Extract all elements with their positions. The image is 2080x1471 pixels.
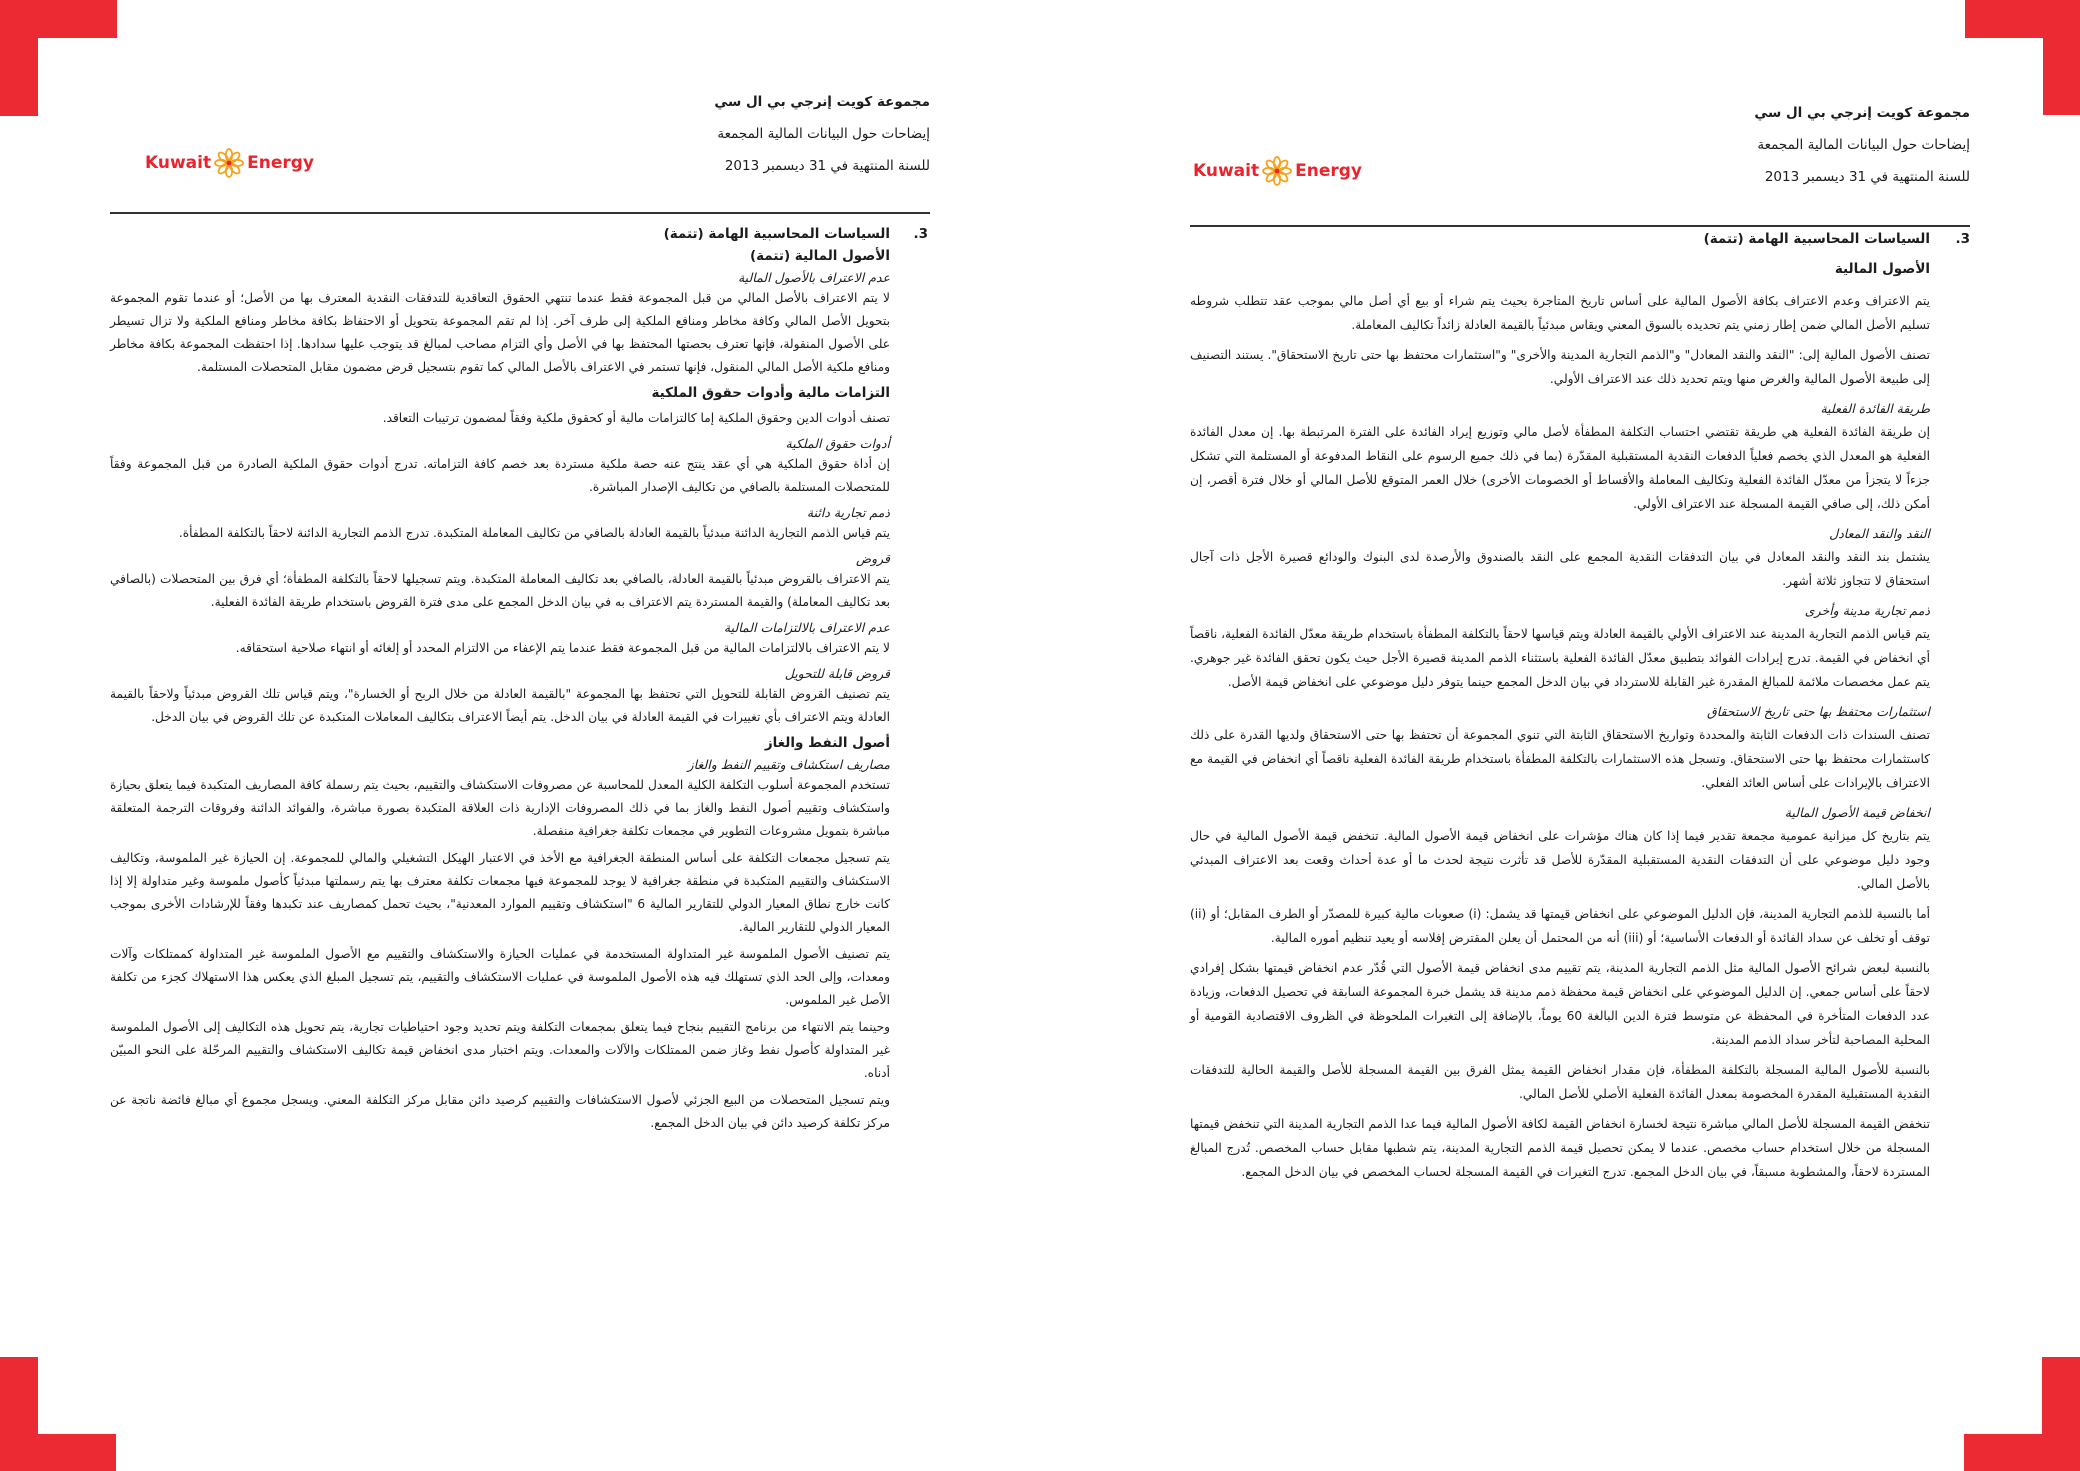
logo-word-kuwait: Kuwait (1193, 161, 1260, 181)
document-subtitle: إيضاحات حول البيانات المالية المجمعة (717, 126, 930, 142)
reporting-period: للسنة المنتهية في 31 ديسمبر 2013 (724, 158, 930, 174)
corner-mark-top-left-vertical (0, 0, 38, 116)
reporting-period: للسنة المنتهية في 31 ديسمبر 2013 (1764, 169, 1970, 185)
subsection-heading: أصول النفط والغاز (764, 735, 890, 751)
section-number: 3. (1955, 231, 1970, 247)
body-paragraph: يتم قياس الذمم التجارية المدينة عند الاعتراف الأولي بالقيمة العادلة ويتم قياسها لاحقاً بالتكلفة المطفأة باستخدام طريقة معدّل الفائدة الفعلية، ناقصاً أي انخفاض في القيمة. تدرج إيرادات الفوائد بتطبيق معدّل الفائدة الفعلية باستثناء الذمم المدينة قصيرة الأجل حيث يكون تحقق الفائدة غير جوهري. يتم عمل مخصصات ملائمة للمبالغ المقدرة غير القابلة للاسترداد في بيان الدخل المجمع حينما يتوفر دليل موضوعي على انخفاض قيمة الأصل. (1190, 627, 1930, 689)
body-paragraph: تصنف أدوات الدين وحقوق الملكية إما كالتزامات مالية أو كحقوق ملكية وفقاً لمضمون ترتيبات التعاقد. (382, 411, 890, 425)
body-paragraph: يتم تصنيف الأصول الملموسة غير المتداولة المستخدمة في عمليات الحيازة والاستكشاف والتقييم مع الأصول الملموسة غير المتداولة كممتلكات وآلات ومعدات، وإلى الحد الذي تستهلك فيه هذه الأصول الملموسة في عمليات الاستكشاف والتقييم، يتم تسجيل المبلغ الذي يعكس هذا الاستهلاك كجزء من تكلفة الأصل غير الملموس. (110, 947, 890, 1007)
subsection-heading: الأصول المالية (تتمة) (749, 248, 890, 264)
section-title: السياسات المحاسبية الهامة (تتمة) (1703, 231, 1930, 247)
topic-heading: عدم الاعتراف بالأصول المالية (737, 270, 890, 285)
section-heading (110, 226, 930, 242)
right-page-body (1190, 261, 1970, 1184)
body-paragraph: يتم الاعتراف وعدم الاعتراف بكافة الأصول المالية على أساس تاريخ المتاجرة بحيث يتم شراء أو بيع أي أصل مالي بموجب عقد تتطلب شروطه تسليم الأصل المالي ضمن إطار زمني يتم تحديده بالسوق المعني ويقاس مبدئياً بالقيمة العادلة زائداً تكاليف المعاملة. (1190, 294, 1930, 332)
body-paragraph: تصنف السندات ذات الدفعات الثابتة والمحددة وتواريخ الاستحقاق الثابتة التي تنوي المجموعة أن تحتفظ بها حتى الاستحقاق ولديها القدرة على ذلك كاستثمارات محتفظ بها حتى الاستحقاق. وتسجل هذه الاستثمارات بالتكلفة المطفأة باستخدام طريقة الفائدة الفعلية ناقصاً أي انخفاض في القيمة مع الاعتراف بالإيرادات على أساس العائد الفعلي. (1190, 728, 1930, 790)
topic-heading: ذمم تجارية مدينة وأخرى (1804, 603, 1930, 618)
body-paragraph: تصنف الأصول المالية إلى: "النقد والنقد المعادل" و"الذمم التجارية المدينة والأخرى" و"استثمارات محتفظ بها حتى تاريخ الاستحقاق". يستند التصنيف إلى طبيعة الأصول المالية والغرض منها ويتم تحديد ذلك عند الاعتراف الأولي. (1190, 348, 1930, 386)
body-paragraph: يتم تسجيل مجمعات التكلفة على أساس المنطقة الجغرافية مع الأخذ في الاعتبار الهيكل التشغيلي والمالي للمجموعة. إن الحيازة غير الملموسة، وتكاليف الاستكشاف والتقييم المتكبدة في منطقة جغرافية لا يوجد للمجموعة فيها مجمعات تكلفة معترف بها يتم رسملتها مبدئياً كأصول ملموسة وغير متداولة إلا إذا كانت خارج نطاق المعيار الدولي للتقارير المالية 6 "استكشاف وتقييم الموارد المعدنية"، بحيث تحمل كمصاريف عند تكبدها وفقاً للإرشادات الأخرى بموجب المعيار الدولي للتقارير المالية. (110, 851, 890, 934)
topic-heading: مصاريف استكشاف وتقييم النفط والغاز (687, 757, 890, 772)
topic-heading: أدوات حقوق الملكية (785, 436, 890, 451)
body-paragraph: لا يتم الاعتراف بالالتزامات المالية من قبل المجموعة فقط عندما يتم الإعفاء من الالتزام المحدد أو إلغائه أو انتهاء صلاحية استحقاقه. (235, 641, 890, 655)
page-header-right (1190, 103, 1970, 187)
topic-heading: قروض قابلة للتحويل (784, 666, 890, 681)
corner-mark-bottom-left-vertical (0, 1357, 38, 1471)
topic-heading: عدم الاعتراف بالالتزامات المالية (723, 620, 890, 635)
body-paragraph: يتم الاعتراف بالقروض مبدئياً بالقيمة العادلة، بالصافي بعد تكاليف المعاملة المتكبدة. ويتم تسجيلها لاحقاً بالتكلفة المطفأة؛ أي فرق بين المتحصلات (بالصافي بعد تكاليف المعاملة) والقيمة المستردة يتم الاعتراف به في بيان الدخل المجمع على مدى فترة القروض باستخدام طريقة الفائدة الفعلية. (110, 572, 890, 609)
topic-heading: النقد والنقد المعادل (1829, 526, 1930, 541)
topic-heading: استثمارات محتفظ بها حتى تاريخ الاستحقاق (1707, 704, 1930, 719)
document-subtitle: إيضاحات حول البيانات المالية المجمعة (1757, 137, 1970, 153)
subsection-heading: الأصول المالية (1834, 261, 1930, 277)
subsection-heading: التزامات مالية وأدوات حقوق الملكية (651, 385, 890, 401)
page-header-left (110, 92, 930, 176)
logo-word-energy: Energy (247, 153, 314, 173)
topic-heading: طريقة الفائدة الفعلية (1820, 401, 1930, 416)
body-paragraph: يتم بتاريخ كل ميزانية عمومية مجمعة تقدير فيما إذا كان هناك مؤشرات على انخفاض قيمة الأصول المالية. تنخفض قيمة الأصول المالية في حال وجود دليل موضوعي على أن التدفقات النقدية المستقبلية المقدّرة للأصل قد تأثرت نتيجة لحدث ما أو عدة أحداث وقعت بعد الاعتراف المبدئي بالأصل المالي. (1190, 829, 1930, 891)
document-page-left (110, 92, 930, 1139)
company-name: مجموعة كويت إنرجي بي ال سي (714, 94, 930, 110)
company-name: مجموعة كويت إنرجي بي ال سي (1754, 105, 1970, 121)
document-page-right (1190, 103, 1970, 1190)
topic-heading: قروض (855, 551, 890, 566)
left-page-body (110, 248, 930, 1135)
body-paragraph: وحينما يتم الانتهاء من برنامج التقييم بنجاح فيما يتعلق بمجمعات التكلفة ويتم تحديد وجود احتياطيات تجارية، يتم تحويل هذه التكاليف إلى الأصول الملموسة غير المتداولة كأصول نفط وغاز ضمن الممتلكات والآلات والمعدات. ويتم اختبار مدى انخفاض قيمة تكاليف الاستكشاف والتقييم المرحّلة على النحو المبيّن أدناه. (110, 1020, 890, 1080)
corner-mark-top-right-vertical (2043, 0, 2080, 115)
body-paragraph: تستخدم المجموعة أسلوب التكلفة الكلية المعدل للمحاسبة عن مصروفات الاستكشاف والتقييم، بحيث يتم رسملة كافة المصاريف المتكبدة فيما يتعلق بحيازة واستكشاف وتقييم أصول النفط والغاز بما في ذلك المصروفات الإدارية ذات العلاقة المتكبدة بصورة مباشرة، والفوائد الدائنة وفروقات الترجمة المتعلقة مباشرة بتمويل مشروعات التطوير في مجمعات تكلفة جغرافية منفصلة. (110, 778, 890, 838)
logo-word-energy: Energy (1295, 161, 1362, 181)
section-title: السياسات المحاسبية الهامة (تتمة) (663, 226, 890, 242)
body-paragraph: إن طريقة الفائدة الفعلية هي طريقة تقتضي احتساب التكلفة المطفأة لأصل مالي وتوزيع إيراد الفائدة على الفترة المرتبطة بها. إن معدل الفائدة الفعلية هو المعدل الذي يخصم فعلياً الدفعات النقدية المستقبلية المقدّرة (بما في ذلك جميع الرسوم على النقاط المدفوعة أو المستلمة التي تشكل جزءاً لا يتجزأ من معدّل الفائدة الفعلية وتكاليف المعاملة والأقساط أو الخصومات الأخرى) خلال العمر المتوقع للأصل المالي أو خلال فترة أقصر، إن أمكن ذلك، إلى صافي القيمة المسجلة عند الاعتراف الأولي. (1190, 425, 1930, 511)
corner-mark-bottom-right-vertical (2042, 1357, 2080, 1471)
body-paragraph: يتم قياس الذمم التجارية الدائنة مبدئياً بالقيمة العادلة بالصافي من تكاليف المعاملة المتكبدة. تدرج الذمم التجارية الدائنة لاحقاً بالتكلفة المطفأة. (178, 526, 890, 540)
body-paragraph: أما بالنسبة للذمم التجارية المدينة، فإن الدليل الموضوعي على انخفاض قيمتها قد يشمل: (i) صعوبات مالية كبيرة للمصدّر أو الطرف المقابل؛ أو (ii) توقف أو تخلف عن سداد الفائدة أو الدفعات الأساسية؛ أو (iii) أنه من المحتمل أن يعلن المقترض إفلاسه أو يعيد تنظيم أموره المالية. (1190, 907, 1931, 945)
body-paragraph: إن أداة حقوق الملكية هي أي عقد ينتج عنه حصة ملكية مستردة بعد خصم كافة التزاماته. تدرج أدوات حقوق الملكية الصادرة من قبل المجموعة وفقاً للمتحصلات المستلمة بالصافي من تكاليف الإصدار المباشرة. (110, 457, 890, 494)
section-heading (1190, 231, 1970, 247)
body-paragraph: ويتم تسجيل المتحصلات من البيع الجزئي لأصول الاستكشافات والتقييم كرصيد دائن مقابل مركز التكلفة المعني. ويسجل مجموع أي مبالغ فائضة ناتجة عن مركز تكلفة كرصيد دائن في بيان الدخل المجمع. (110, 1093, 890, 1130)
body-paragraph: تنخفض القيمة المسجلة للأصل المالي مباشرة نتيجة لخسارة انخفاض القيمة لكافة الأصول المالية فيما عدا الذمم التجارية المدينة التي تنخفض قيمتها المسجلة من خلال استخدام حساب مخصص. عندما لا يمكن تحصيل قيمة الذمم التجارية المدينة، يتم شطبها مقابل حساب المخصص. تُدرج المبالغ المستردة لاحقاً، والمشطوبة مسبقاً، في بيان الدخل المجمع. تدرج التغيرات في القيمة المسجلة لحساب المخصص في بيان الدخل المجمع. (1190, 1117, 1930, 1179)
topic-heading: انخفاض قيمة الأصول المالية (1784, 805, 1930, 820)
section-number: 3. (913, 226, 928, 242)
body-paragraph: يتم تصنيف القروض القابلة للتحويل التي تحتفظ بها المجموعة "بالقيمة العادلة من خلال الربح أو الخسارة"، ويتم قياس تلك القروض مبدئياً ولاحقاً بالقيمة العادلة ويتم الاعتراف بأي تغييرات في القيمة العادلة في بيان الدخل. يتم أيضاً الاعتراف بتكاليف المعاملات المتكبدة عن تلك القروض في بيان الدخل. (110, 687, 890, 724)
logo-word-kuwait: Kuwait (145, 153, 212, 173)
body-paragraph: لا يتم الاعتراف بالأصل المالي من قبل المجموعة فقط عندما تنتهي الحقوق التعاقدية للتدفقات النقدية المعترف بها من الأصل؛ أو عندما تقوم المجموعة بتحويل الأصل المالي وكافة مخاطر ومنافع الملكية إلى طرف آخر. إذا لم تقم المجموعة بتحويل أو الاحتفاظ بكافة مخاطر ومنافع الملكية ولا تزال تسيطر على الأصول المنقولة، فإنها تعترف بحصتها المحتفظ بها في الأصل وأي التزام مصاحب لمبالغ قد يتوجب عليها سدادها. إذا احتفظت المجموعة بكافة مخاطر ومنافع ملكية الأصل المالي المنقول، فإنها تستمر في الاعتراف بالأصل المالي كما تقوم بتسجيل قرض مضمون مقابل المتحصلات المستلمة. (110, 291, 890, 374)
topic-heading: ذمم تجارية دائنة (806, 505, 890, 520)
body-paragraph: بالنسبة للأصول المالية المسجلة بالتكلفة المطفأة، فإن مقدار انخفاض القيمة يمثل الفرق بين القيمة المسجلة للأصل والقيمة الحالية للتدفقات النقدية المستقبلية المقدرة المخصومة بمعدل الفائدة الفعلية الأصلي للأصل المالي. (1190, 1063, 1930, 1101)
body-paragraph: يشتمل بند النقد والنقد المعادل في بيان التدفقات النقدية المجمع على النقد بالصندوق والأرصدة لدى البنوك والودائع قصيرة الأجل ذات آجال استحقاق لا تتجاوز ثلاثة أشهر. (1190, 550, 1930, 588)
body-paragraph: بالنسبة لبعض شرائح الأصول المالية مثل الذمم التجارية المدينة، يتم تقييم مدى انخفاض قيمة الأصول التي قُدّر عدم انخفاض قيمتها بشكل إفرادي لاحقاً على أساس جمعي. إن الدليل الموضوعي على انخفاض قيمة محفظة ذمم مدينة قد يشمل خبرة المجموعة السابقة في تحصيل الدفعات، وزيادة عدد الدفعات المتأخرة في المحفظة عن متوسط فترة الدين البالغة 60 يوماً، بالإضافة إلى التغيرات الملحوظة في الظروف الاقتصادية القومية أو المحلية المصاحبة لتأخر سداد الذمم المدينة. (1190, 961, 1930, 1047)
